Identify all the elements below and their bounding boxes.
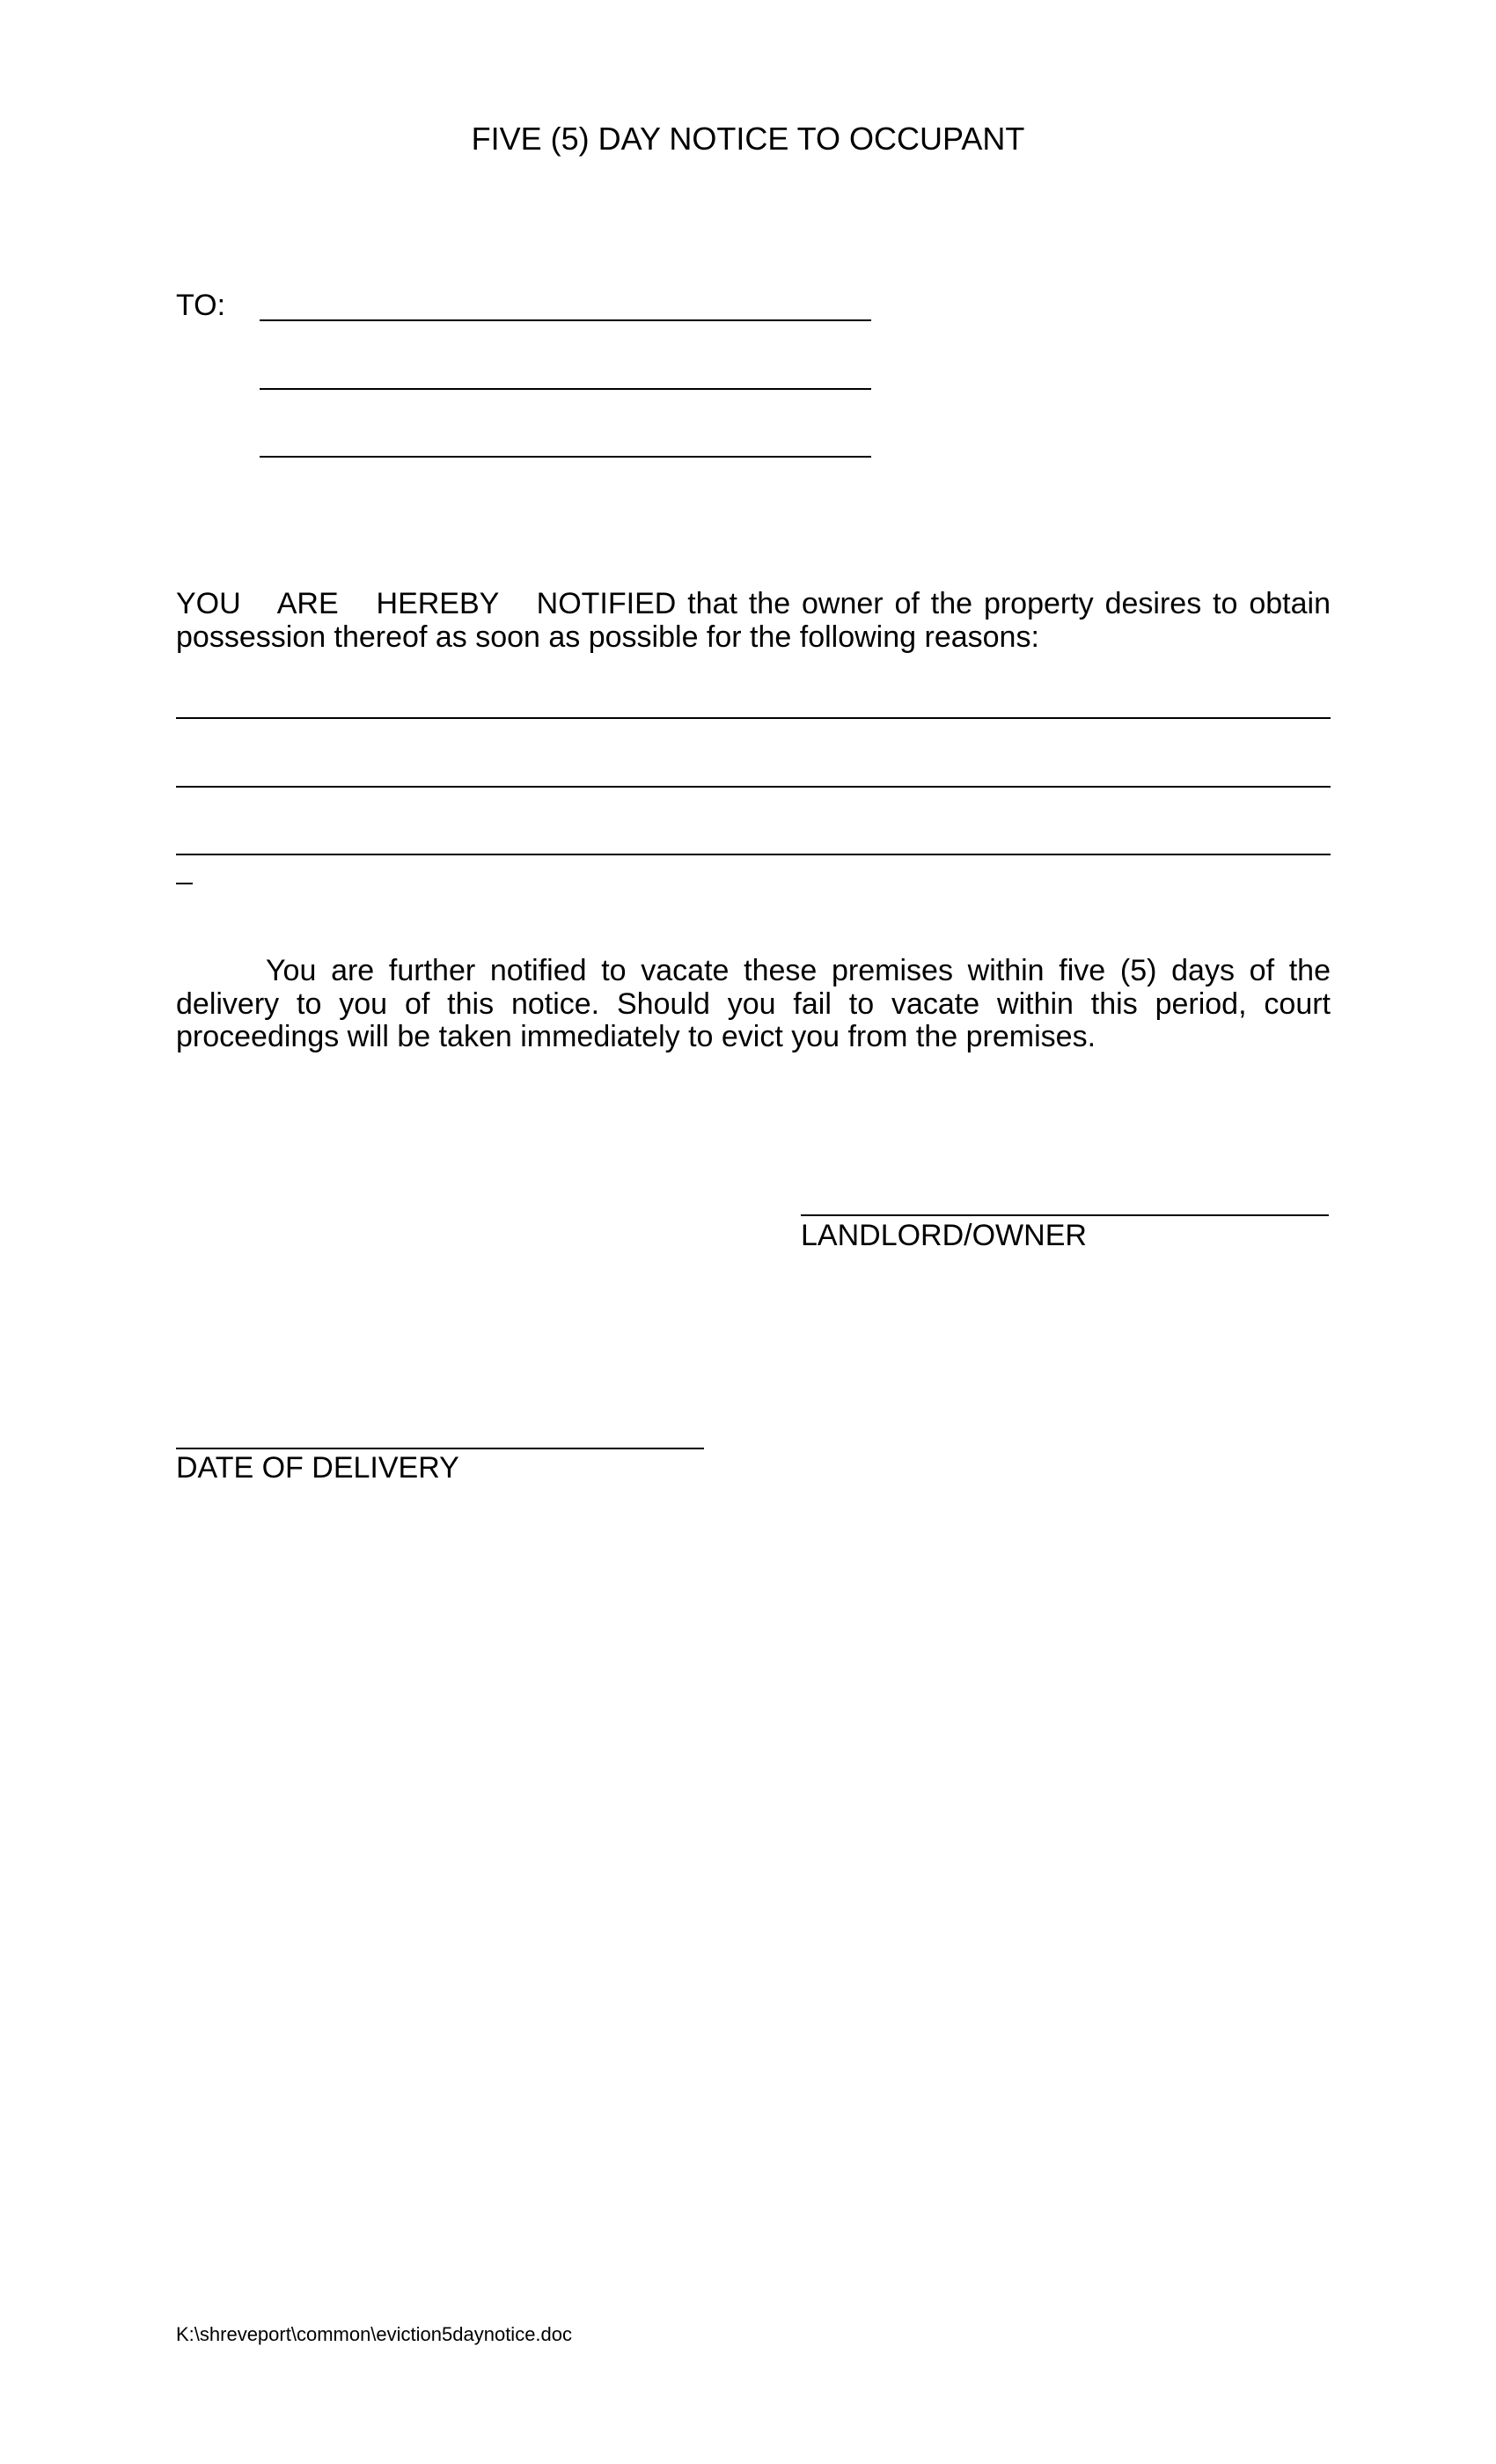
delivery-date-line[interactable] [176,1448,704,1449]
document-title: FIVE (5) DAY NOTICE TO OCCUPANT [471,121,1025,157]
recipient-line-3[interactable] [260,456,871,458]
reason-line-2[interactable] [176,786,1331,788]
notice-lead-text: YOU ARE HEREBY NOTIFIED [176,587,677,620]
reason-line-3[interactable] [176,854,1331,855]
notice-rest-text: that the owner of the property desires to obtain possession thereof as soon as possible for the following reasons: [176,587,1331,654]
reason-line-tail [176,883,193,884]
recipient-line-2[interactable] [260,388,871,390]
landlord-signature-line[interactable] [801,1214,1329,1216]
recipient-line-1[interactable] [260,319,871,321]
to-label: TO: [176,289,226,322]
landlord-signature-label: LANDLORD/OWNER [801,1219,1087,1252]
further-notice-paragraph: You are further notified to vacate these premises within five (5) days of the delivery to you of this notice. Should you fail to vacate within this period, court proceedings will be taken immediately to evict you from the premises. [176,954,1331,1053]
footer-file-path: K:\shreveport\common\eviction5daynotice.doc [176,2323,573,2345]
reason-line-1[interactable] [176,717,1331,719]
delivery-date-label: DATE OF DELIVERY [176,1451,459,1485]
notice-paragraph [176,588,1331,654]
